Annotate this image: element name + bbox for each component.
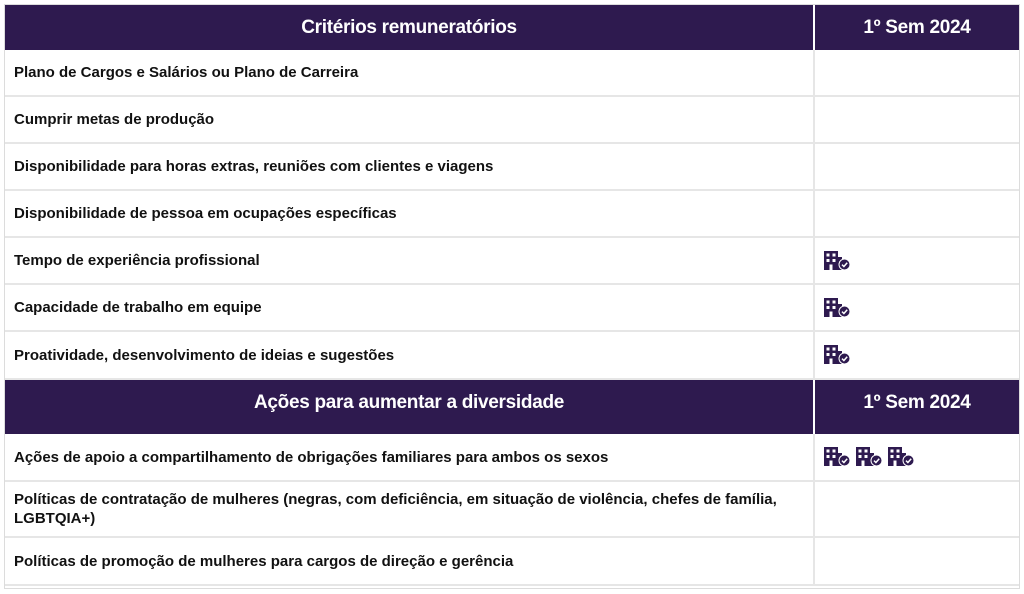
section1-header-label: Critérios remuneratórios xyxy=(5,5,815,50)
row-value-cell xyxy=(815,285,1019,330)
table-row xyxy=(5,97,1019,144)
table-row xyxy=(5,332,1019,380)
table-row xyxy=(5,482,1019,538)
table-row xyxy=(5,238,1019,285)
row-label-cell xyxy=(5,285,815,330)
building-check-icon xyxy=(888,447,915,467)
table-row xyxy=(5,285,1019,332)
section2-header-label: Ações para aumentar a diversidade xyxy=(5,380,815,434)
table-row xyxy=(5,434,1019,482)
table-row xyxy=(5,191,1019,238)
building-check-icon xyxy=(856,447,883,467)
row-label: Disponibilidade para horas extras, reuniões com clientes e viagens xyxy=(14,158,494,175)
section2-header-period: 1º Sem 2024 xyxy=(863,392,971,413)
section2-rows xyxy=(5,434,1019,586)
section1-header-period: 1º Sem 2024 xyxy=(863,16,971,38)
row-label: Ações de apoio a compartilhamento de obrigações familiares para ambos os sexos xyxy=(14,448,609,466)
row-value-cell xyxy=(815,97,1019,142)
row-label-cell xyxy=(5,144,815,189)
row-value-cell xyxy=(815,482,1019,536)
row-value-cell xyxy=(815,191,1019,236)
row-label-cell xyxy=(5,238,815,283)
row-label: Tempo de experiência profissional xyxy=(14,252,260,269)
row-label-cell xyxy=(5,482,815,536)
row-value-cell xyxy=(815,332,1019,378)
row-label-cell xyxy=(5,97,815,142)
row-label-cell xyxy=(5,332,815,378)
criteria-table xyxy=(5,5,1019,586)
row-value-cell xyxy=(815,434,1019,480)
row-label: Políticas de contratação de mulheres (negras, com deficiência, em situação de violência, chefes de família, LGBTQIA+) xyxy=(14,491,777,527)
section1-rows xyxy=(5,50,1019,380)
row-label: Cumprir metas de produção xyxy=(14,111,215,128)
row-label-cell xyxy=(5,191,815,236)
row-label: Políticas de promoção de mulheres para cargos de direção e gerência xyxy=(14,552,514,570)
section2-header xyxy=(5,380,1019,434)
table-row xyxy=(5,144,1019,191)
row-label: Capacidade de trabalho em equipe xyxy=(14,299,262,316)
building-check-icon xyxy=(824,447,851,467)
section1-header xyxy=(5,5,1019,50)
building-check-icon xyxy=(824,298,851,318)
row-label-cell xyxy=(5,434,815,480)
row-label-cell xyxy=(5,538,815,584)
row-value-cell xyxy=(815,538,1019,584)
row-label: Proatividade, desenvolvimento de ideias e sugestões xyxy=(14,346,395,364)
row-label-cell xyxy=(5,50,815,95)
table-row xyxy=(5,50,1019,97)
row-value-cell xyxy=(815,50,1019,95)
row-value-cell xyxy=(815,144,1019,189)
row-label: Disponibilidade de pessoa em ocupações específicas xyxy=(14,205,397,222)
building-check-icon xyxy=(824,345,851,365)
row-label: Plano de Cargos e Salários ou Plano de Carreira xyxy=(14,64,359,81)
table-row xyxy=(5,538,1019,586)
row-value-cell xyxy=(815,238,1019,283)
building-check-icon xyxy=(824,251,851,271)
